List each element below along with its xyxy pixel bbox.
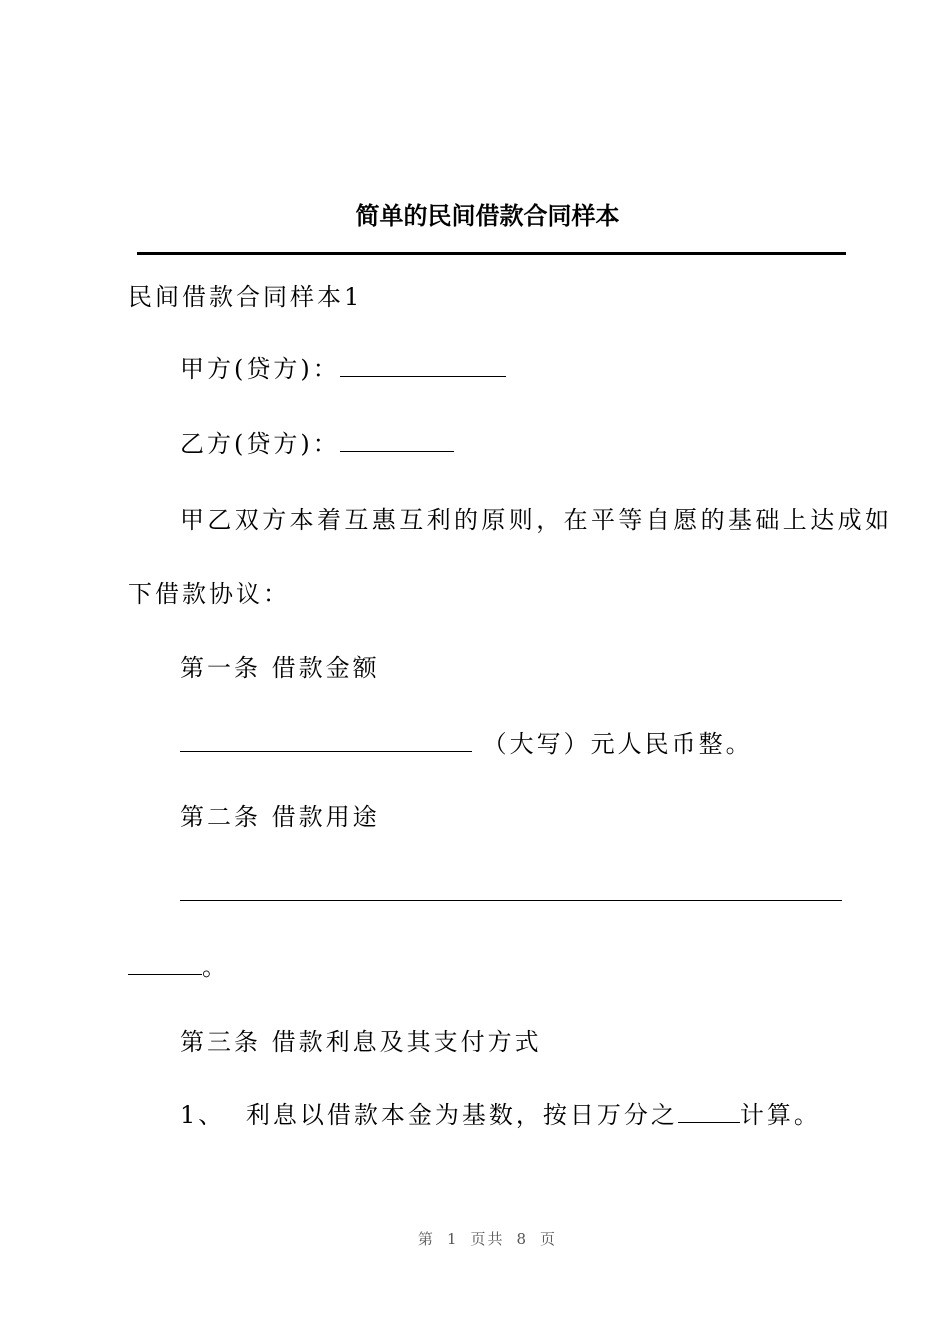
purpose-blank (180, 878, 842, 901)
footer-prefix: 第 (417, 1230, 435, 1248)
footer-page-number: 1 (446, 1230, 459, 1248)
amount-blank (180, 729, 472, 752)
party-a-line (180, 354, 506, 384)
intro-line-1: 甲乙双方本着互惠互利的原则，在平等自愿的基础上达成如 (180, 506, 893, 534)
item-1-text-before: 利息以借款本金为基数，按日万分之 (245, 1101, 678, 1129)
sample-heading: 民间借款合同样本1 (128, 283, 363, 311)
purpose-line-end (128, 952, 229, 982)
footer-mid: 页共 (470, 1230, 505, 1248)
article-1-title: 第一条 借款金额 (180, 654, 380, 682)
party-a-label: 甲方(贷方)： (180, 355, 340, 383)
article-1-amount-line (180, 729, 753, 759)
purpose-line (180, 878, 842, 908)
intro-line-2: 下借款协议： (128, 580, 290, 608)
page-footer (0, 1228, 950, 1249)
party-b-line (180, 429, 454, 459)
item-1-text-after: 计算。 (739, 1101, 821, 1129)
item-1-line (180, 1100, 821, 1130)
article-1-text: （大写）元人民币整。 (482, 730, 753, 758)
footer-suffix: 页 (540, 1230, 558, 1248)
party-a-blank (340, 354, 506, 377)
document-title: 简单的民间借款合同样本 (355, 202, 620, 230)
purpose-blank-end (128, 952, 202, 975)
title-divider (137, 252, 846, 255)
item-1-number: 1、 (180, 1101, 226, 1129)
article-2-title: 第二条 借款用途 (180, 803, 380, 831)
interest-rate-blank (678, 1100, 740, 1123)
article-2-end: 。 (202, 953, 229, 981)
party-b-blank (340, 429, 454, 452)
party-b-label: 乙方(贷方)： (180, 430, 340, 458)
footer-total-pages: 8 (516, 1230, 529, 1248)
article-3-title: 第三条 借款利息及其支付方式 (180, 1028, 542, 1056)
